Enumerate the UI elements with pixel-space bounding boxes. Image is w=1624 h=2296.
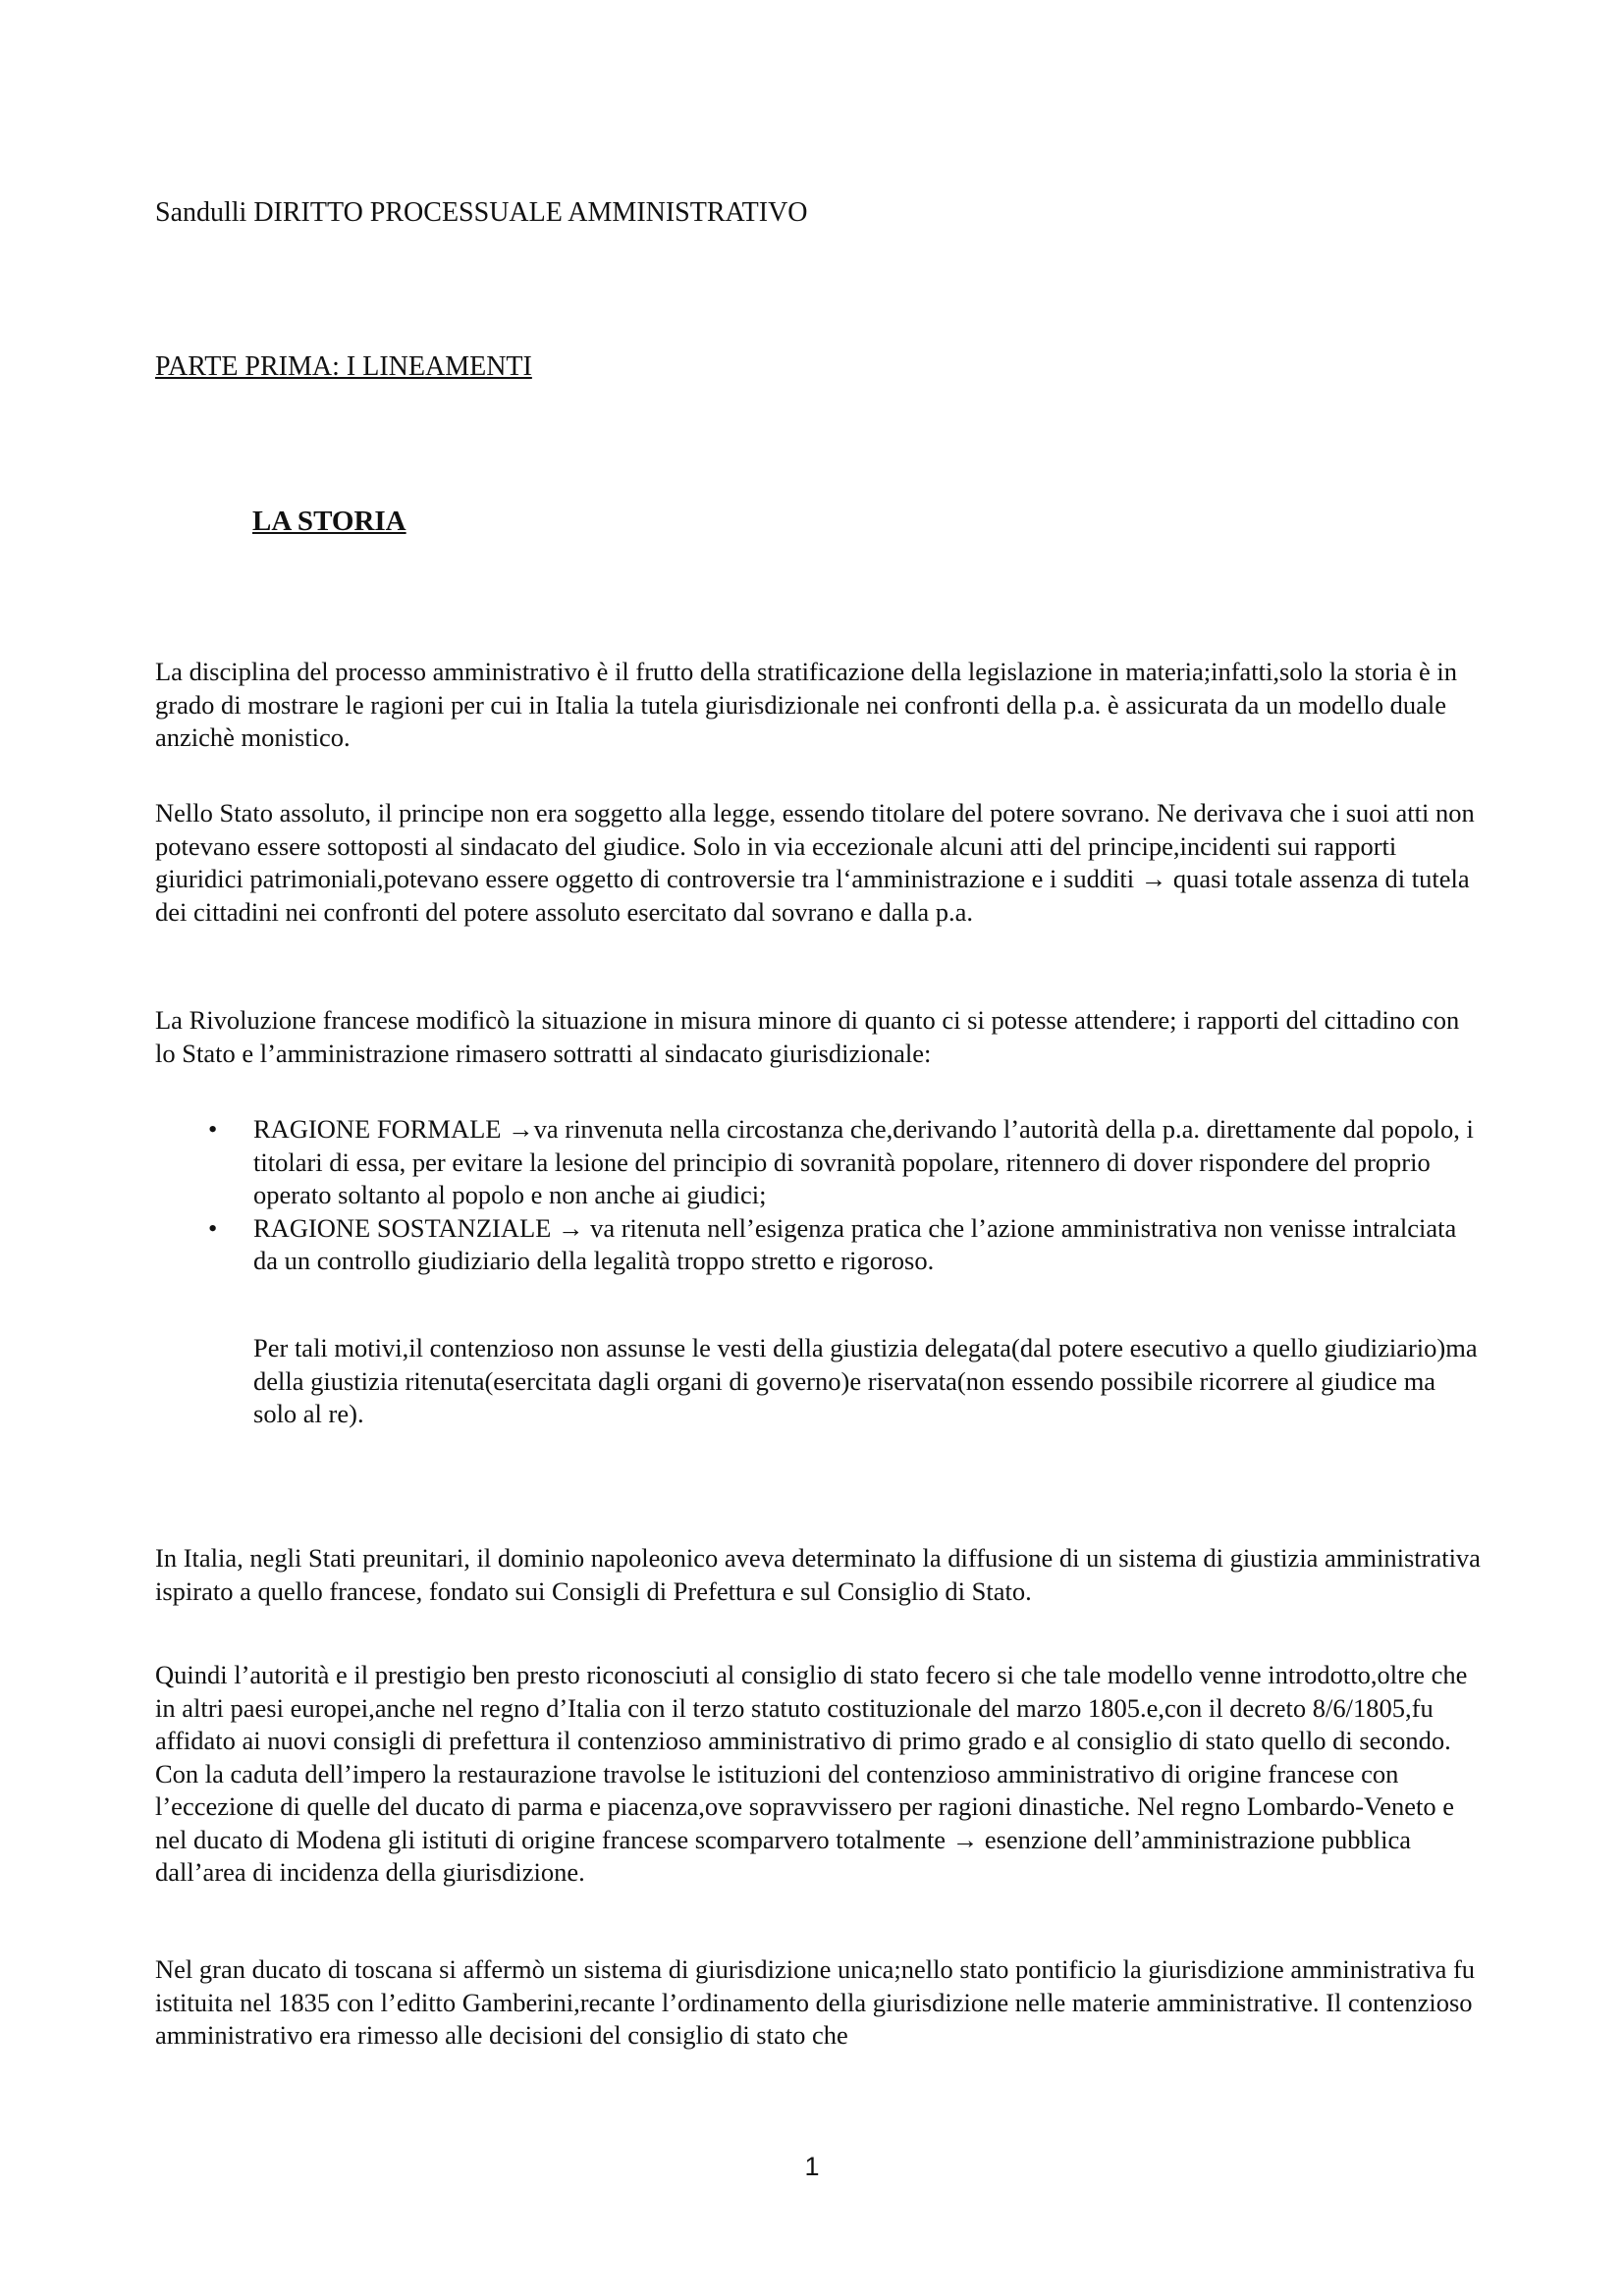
paragraph-italia-stati-preunitari: In Italia, negli Stati preunitari, il dominio napoleonico aveva determinato la diffusione di un sistema di giustizia amministrativa ispirato a quello francese, fondato sui Consigli di Prefettura e sul Consiglio di Stato. (155, 1543, 1481, 1606)
bullet-dot-icon: • (208, 1212, 218, 1243)
paragraph-intro: La disciplina del processo amministrativo è il frutto della stratificazione della legislazione in materia;infatti,solo la storia è in grado di mostrare le ragioni per cui in Italia la tutela giurisdizionale nei confronti della p.a. è assicurata da un modello duale anzichè monistico. (155, 657, 1458, 752)
bullet-text: RAGIONE FORMALE →va rinvenuta nella circostanza che,derivando l’autorità della p.a. direttamente dal popolo, i titolari di essa, per evitare la lesione del principio di sovranità popolare, ritennero di dover rispondere del proprio operato soltanto al popolo e non anche ai giudici; (253, 1114, 1474, 1209)
paragraph-consiglio-di-stato: Quindi l’autorità e il prestigio ben presto riconosciuti al consiglio di stato fecero si che tale modello venne introdotto,oltre che in altri paesi europei,anche nel regno d’Italia con il terzo statuto costituzionale del marzo 1805.e,con il decreto 8/6/1805,fu affidato ai nuovi consigli di prefettura il contenzioso amministrativo di primo grado e al consiglio di stato quello di secondo. Con la caduta dell’impero la restaurazione travolse le istituzioni del contenzioso amministrativo di origine francese con l’eccezione di quelle del ducato di parma e piacenza,ove sopravvissero per ragioni dinastiche. Nel regno Lombardo-Veneto e nel ducato di Modena gli istituti di origine francese scomparvero totalmente → esenzione dell’amministrazione pubblica dall’area di incidenza della giurisdizione. (155, 1660, 1468, 1887)
section-title: LA STORIA (252, 506, 406, 537)
page-number: 1 (804, 2152, 820, 2181)
paragraph-rivoluzione-francese: La Rivoluzione francese modificò la situazione in misura minore di quanto ci si potesse attendere; i rapporti del cittadino con lo Stato e l’amministrazione rimasero sottratti al sindacato giurisdizionale: (155, 1005, 1460, 1068)
paragraph-stato-assoluto: Nello Stato assoluto, il principe non era soggetto alla legge, essendo titolare del potere sovrano. Ne derivava che i suoi atti non potevano essere sottoposti al sindacato del giudice. Solo in via eccezionale alcuni atti del principe,incidenti sui rapporti giuridici patrimoniali,potevano essere oggetto di controversie tra l‘amministrazione e i sudditi → quasi totale assenza di tutela dei cittadini nei confronti del potere assoluto esercitato dal sovrano e dalla p.a. (155, 798, 1475, 927)
paragraph-gran-ducato-toscana: Nel gran ducato di toscana si affermò un sistema di giurisdizione unica;nello stato pontificio la giurisdizione amministrativa fu istituita nel 1835 con l’editto Gamberini,recante l’ordinamento della giurisdizione nelle materie amministrative. Il contenzioso amministrativo era rimesso alle decisioni del consiglio di stato che (155, 1954, 1476, 2050)
bullet-item-ragione-sostanziale (155, 1212, 1481, 1278)
document-title: Sandulli DIRITTO PROCESSUALE AMMINISTRATIVO (155, 197, 808, 228)
bullet-dot-icon: • (208, 1114, 218, 1144)
reasons-bullet-list (155, 1113, 1481, 1278)
part-title: PARTE PRIMA: I LINEAMENTI (155, 351, 532, 382)
bullet-item-ragione-formale (155, 1113, 1481, 1212)
bullet-text: RAGIONE SOSTANZIALE → va ritenuta nell’esigenza pratica che l’azione amministrativa non venisse intralciata da un controllo giudiziario della legalità troppo stretto e rigoroso. (253, 1212, 1457, 1275)
paragraph-tali-motivi: Per tali motivi,il contenzioso non assunse le vesti della giustizia delegata(dal potere esecutivo a quello giudiziario)ma della giustizia ritenuta(esercitata dagli organi di governo)e riservata(non essendo possibile ricorrere al giudice ma solo al re). (253, 1333, 1478, 1428)
